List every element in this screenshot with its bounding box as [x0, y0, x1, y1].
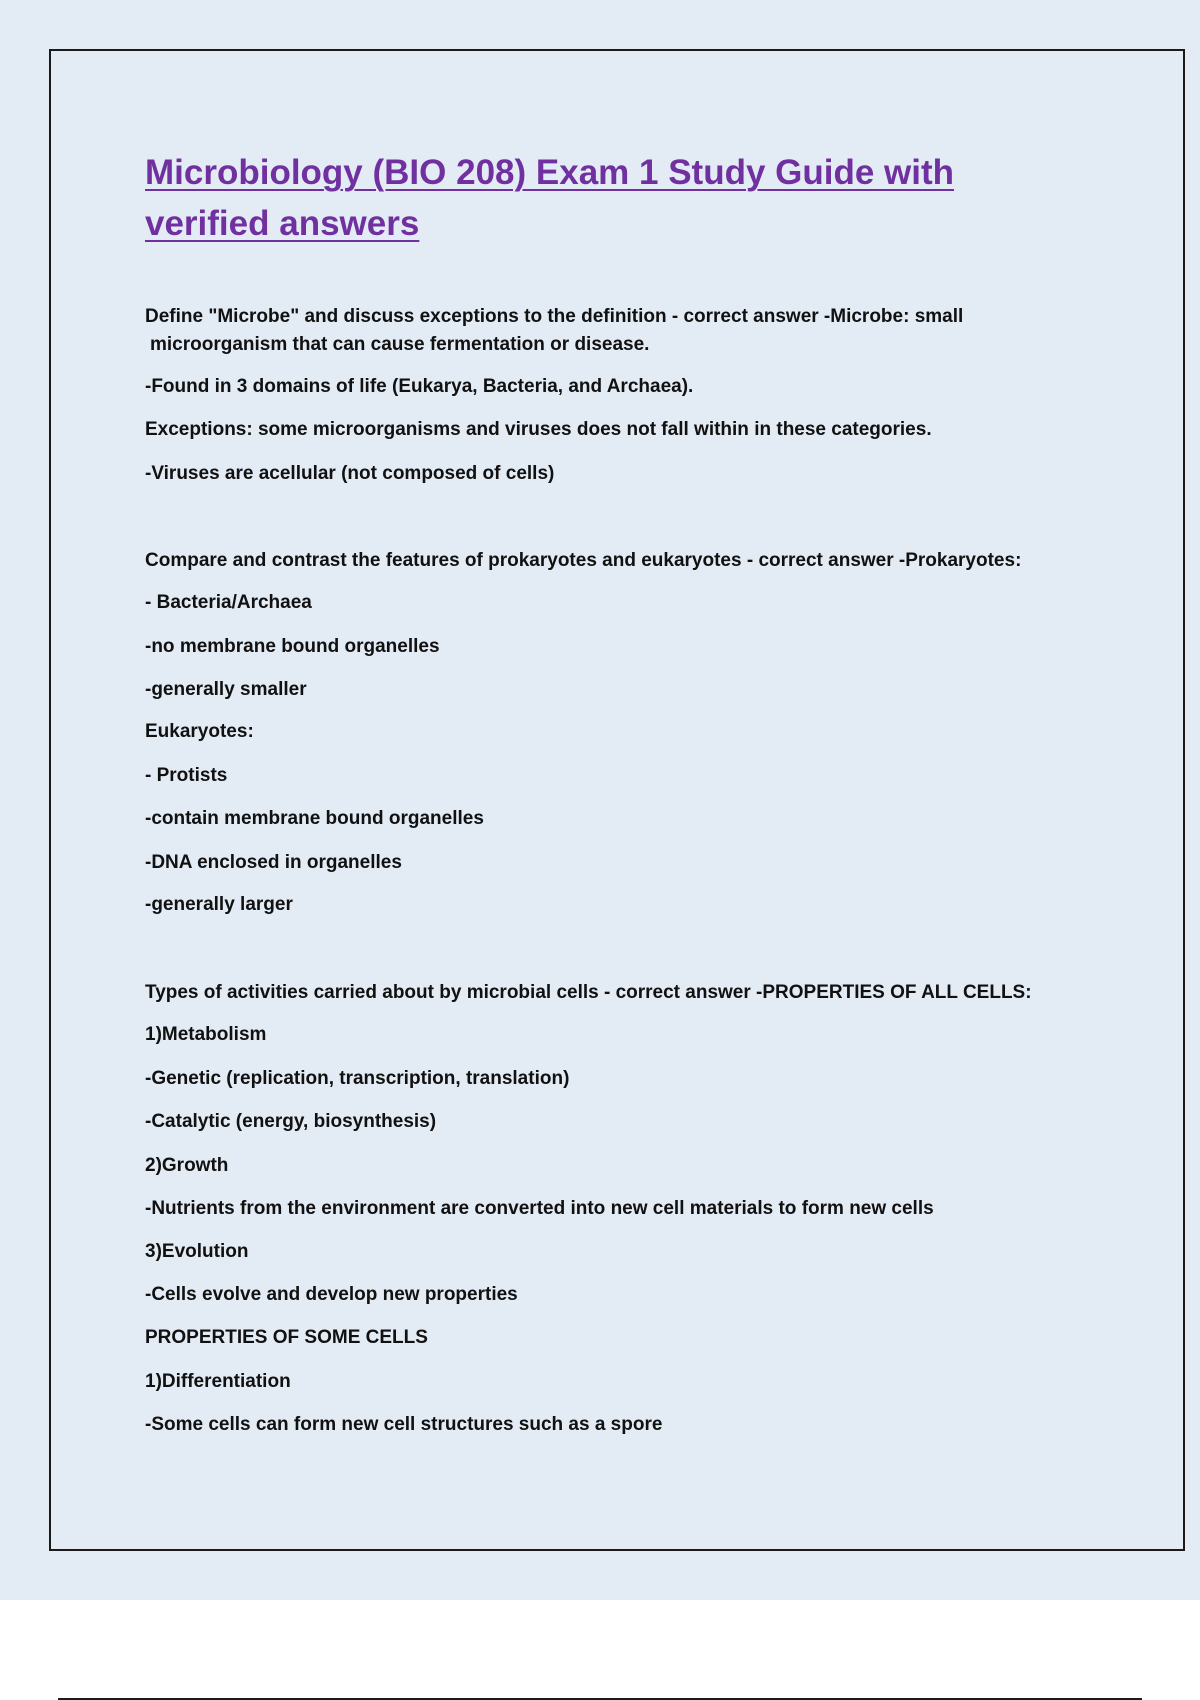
q2-answer-line: -generally larger: [145, 894, 293, 915]
q2-answer-line: -no membrane bound organelles: [145, 636, 440, 657]
q3-answer-line: PROPERTIES OF SOME CELLS: [145, 1327, 428, 1348]
q3-answer-line: 3)Evolution: [145, 1241, 249, 1262]
q3-answer-line: -Genetic (replication, transcription, translation): [145, 1068, 570, 1089]
q3-answer-line: -Nutrients from the environment are converted into new cell materials to form new cells: [145, 1198, 934, 1219]
title-line-1: Microbiology (BIO 208) Exam 1 Study Guide with: [145, 153, 955, 192]
q3-answer-line: -Catalytic (energy, biosynthesis): [145, 1111, 437, 1132]
q3-answer-line: 1)Differentiation: [145, 1371, 291, 1392]
q1-answer-line: Exceptions: some microorganisms and viruses does not fall within in these categories.: [145, 419, 932, 440]
q2-answer-line: -generally smaller: [145, 679, 307, 700]
q3-answer-line: 2)Growth: [145, 1155, 229, 1176]
q2-answer-line: Eukaryotes:: [145, 721, 254, 742]
q1-answer-line: -Viruses are acellular (not composed of cells): [145, 463, 555, 484]
q2-answer-line: - Protists: [145, 765, 228, 786]
q3-answer-line: 1)Metabolism: [145, 1024, 267, 1045]
q3-question: Types of activities carried about by microbial cells - correct answer -PROPERTIES OF ALL CELLS:: [145, 982, 1032, 1003]
title-line-2: verified answers: [145, 204, 420, 243]
q1-answer-line: -Found in 3 domains of life (Eukarya, Bacteria, and Archaea).: [145, 376, 694, 397]
q1-question: Define "Microbe" and discuss exceptions to the definition - correct answer -Microbe: small: [145, 306, 964, 327]
q2-answer-line: -contain membrane bound organelles: [145, 808, 484, 829]
q2-question: Compare and contrast the features of prokaryotes and eukaryotes - correct answer -Prokaryotes:: [145, 550, 1022, 571]
q3-answer-line: -Some cells can form new cell structures such as a spore: [145, 1414, 663, 1435]
q2-answer-line: - Bacteria/Archaea: [145, 592, 312, 613]
q2-answer-line: -DNA enclosed in organelles: [145, 852, 402, 873]
document-title: [145, 147, 1045, 249]
q3-answer-line: -Cells evolve and develop new properties: [145, 1284, 518, 1305]
q1-question-continued: microorganism that can cause fermentation or disease.: [150, 334, 650, 355]
